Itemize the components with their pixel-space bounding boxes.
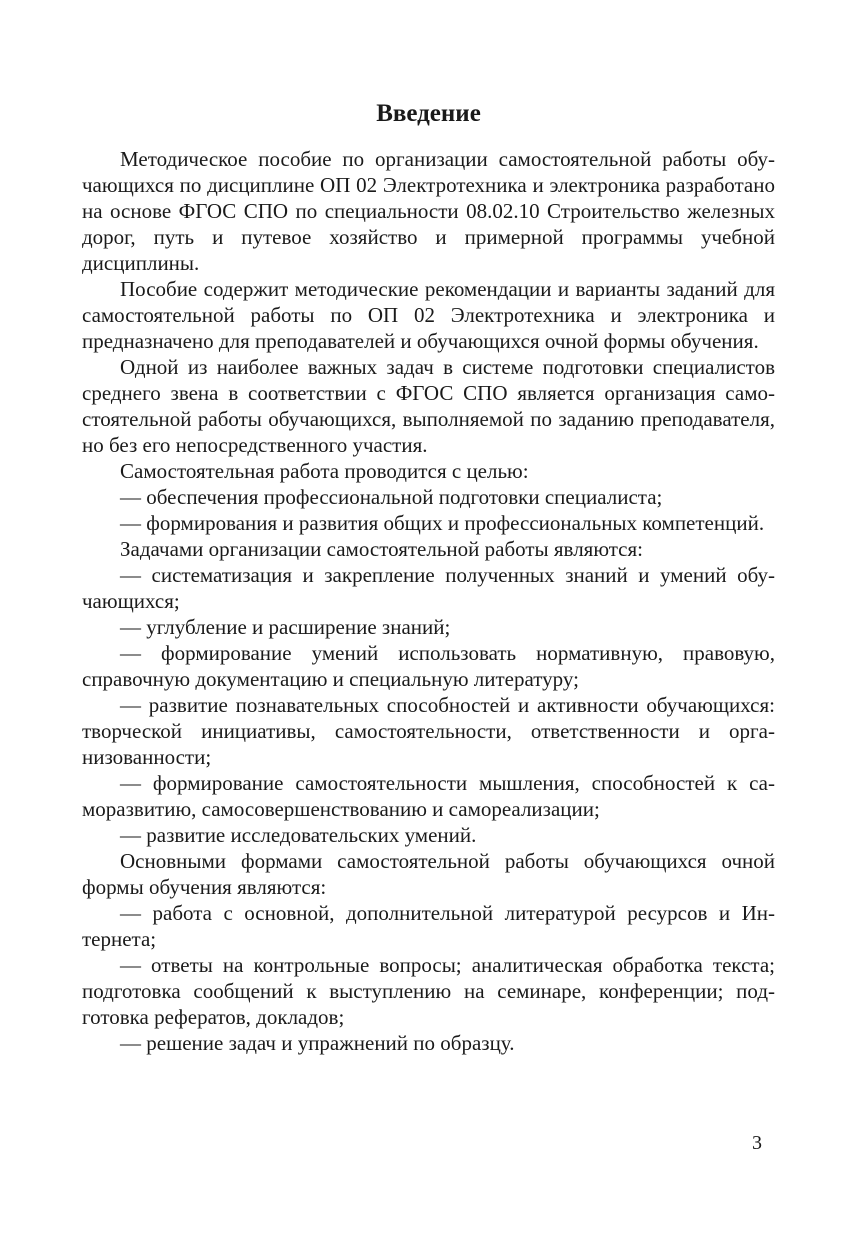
paragraph: Одной из наиболее важных задач в системе подготовки специалистов среднего звена в соответствии с ФГОС СПО является организация самостоятельной работы обучающихся, выполняемой по заданию преподавателя, но без его непосредственного участия.: [82, 355, 775, 457]
paragraph: Самостоятельная работа проводится с целью:: [120, 459, 529, 483]
list-item: — углубление и расширение знаний;: [120, 615, 451, 639]
paragraph: Основными формами самостоятельной работы обучающихся очной формы обучения являются:: [82, 849, 775, 899]
paragraph: Задачами организации самостоятельной работы являются:: [120, 537, 643, 561]
list-item: — ответы на контрольные вопросы; аналитическая обработка текста; подготовка сообщений к выступлению на семинаре, конференции; подготовка рефератов, докладов;: [82, 953, 775, 1029]
page-title: Введение: [376, 100, 481, 127]
list-item: — развитие познавательных способностей и активности обучающихся: творческой инициативы, самостоятельности, ответственности и организованности;: [82, 693, 775, 769]
list-item: — обеспечения профессиональной подготовки специалиста;: [120, 485, 663, 509]
list-item: — формирования и развития общих и профессиональных компетенций.: [120, 511, 765, 535]
paragraph: Методическое пособие по организации самостоятельной работы обучающихся по дисциплине ОП 02 Электротехника и электроника разработано на основе ФГОС СПО по специальности 08.02.10 Строительство железных дорог, путь и путевое хозяйство и примерной программы учебной дисциплины.: [82, 147, 775, 275]
paragraph: Пособие содержит методические рекомендации и варианты заданий для самостоятельной работы по ОП 02 Электротехника и электроника и предназначено для преподавателей и обучающихся очной формы обучения.: [82, 277, 775, 353]
list-item: — формирование самостоятельности мышления, способностей к саморазвитию, самосовершенствованию и самореализации;: [82, 771, 775, 821]
list-item: — развитие исследовательских умений.: [120, 823, 477, 847]
list-item: — систематизация и закрепление полученных знаний и умений обучающихся;: [82, 563, 775, 613]
list-item: — формирование умений использовать нормативную, правовую, справочную документацию и специальную литературу;: [82, 641, 775, 691]
list-item: — решение задач и упражнений по образцу.: [120, 1031, 515, 1055]
page-number: 3: [752, 1132, 762, 1154]
document-body: [82, 146, 775, 1056]
list-item: — работа с основной, дополнительной литературой ресурсов и Интернета;: [82, 901, 775, 951]
